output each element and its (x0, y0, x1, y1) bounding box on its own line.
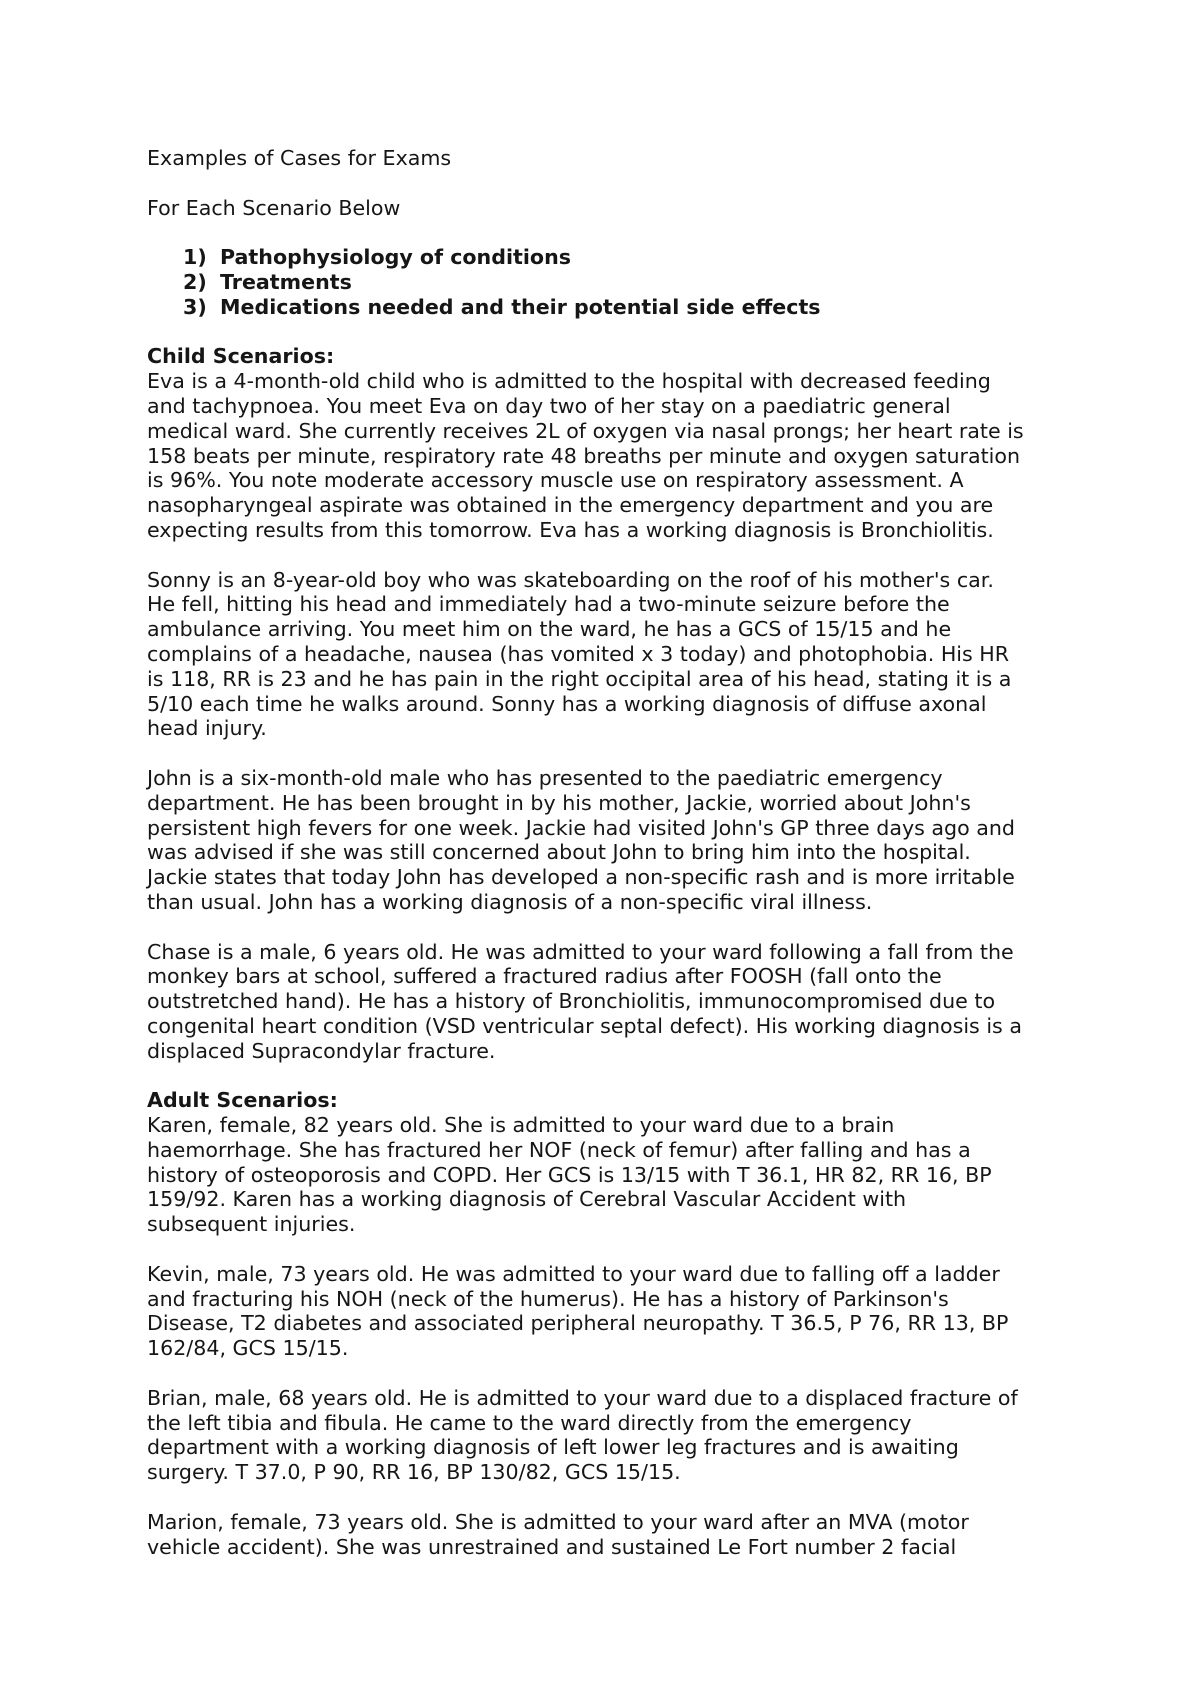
paragraph-line: and tachypnoea. You meet Eva on day two of her stay on a paediatric general (147, 393, 951, 418)
paragraph-line: outstretched hand). He has a history of Bronchiolitis, immunocompromised due to (147, 989, 996, 1014)
paragraph-line: surgery. T 37.0, P 90, RR 16, BP 130/82, GCS 15/15. (147, 1460, 681, 1485)
list-item: 3) Medications needed and their potential side effects (183, 294, 821, 319)
paragraph-line: 162/84, GCS 15/15. (147, 1336, 349, 1361)
paragraph-line: subsequent injuries. (147, 1212, 356, 1237)
paragraph-line: Marion, female, 73 years old. She is admitted to your ward after an MVA (motor (147, 1509, 969, 1534)
adult-scenarios (147, 1113, 1077, 1559)
paragraph-line: Brian, male, 68 years old. He is admitted to your ward due to a displaced fracture of (147, 1385, 1018, 1410)
requirements-list (147, 245, 1077, 319)
scenario-paragraph (147, 1386, 1077, 1485)
paragraph-line: 5/10 each time he walks around. Sonny has a working diagnosis of diffuse axonal (147, 691, 987, 716)
adult-scenarios-heading: Adult Scenarios: (147, 1088, 338, 1113)
paragraph-line: Karen, female, 82 years old. She is admitted to your ward due to a brain (147, 1113, 895, 1138)
paragraph-line: than usual. John has a working diagnosis of a non-specific viral illness. (147, 889, 873, 914)
paragraph-line: department with a working diagnosis of left lower leg fractures and is awaiting (147, 1435, 959, 1460)
paragraph-line: vehicle accident). She was unrestrained and sustained Le Fort number 2 facial (147, 1534, 957, 1559)
document-page (147, 146, 1077, 1559)
paragraph-line: Eva is a 4-month-old child who is admitted to the hospital with decreased feeding (147, 369, 991, 394)
paragraph-line: He fell, hitting his head and immediately had a two-minute seizure before the (147, 592, 950, 617)
child-scenarios-heading: Child Scenarios: (147, 344, 335, 369)
paragraph-line: displaced Supracondylar fracture. (147, 1038, 496, 1063)
paragraph-line: department. He has been brought in by his mother, Jackie, worried about John's (147, 790, 971, 815)
paragraph-line: 158 beats per minute, respiratory rate 48 breaths per minute and oxygen saturation (147, 443, 1021, 468)
list-item: 1) Pathophysiology of conditions (183, 245, 571, 270)
scenario-paragraph (147, 1262, 1077, 1361)
child-scenarios (147, 369, 1077, 1063)
paragraph-line: Chase is a male, 6 years old. He was admitted to your ward following a fall from the (147, 939, 1014, 964)
scenario-paragraph (147, 940, 1077, 1064)
paragraph-line: complains of a headache, nausea (has vomited x 3 today) and photophobia. His HR (147, 641, 1010, 666)
scenario-paragraph (147, 1510, 1077, 1560)
paragraph-line: the left tibia and fibula. He came to the ward directly from the emergency (147, 1410, 912, 1435)
paragraph-line: haemorrhage. She has fractured her NOF (neck of femur) after falling and has a (147, 1137, 971, 1162)
paragraph-line: Disease, T2 diabetes and associated peripheral neuropathy. T 36.5, P 76, RR 13, BP (147, 1311, 1009, 1336)
paragraph-line: Kevin, male, 73 years old. He was admitted to your ward due to falling off a ladder (147, 1261, 1000, 1286)
paragraph-line: Sonny is an 8-year-old boy who was skateboarding on the roof of his mother's car. (147, 567, 994, 592)
paragraph-line: congenital heart condition (VSD ventricular septal defect). His working diagnosis is a (147, 1013, 1022, 1038)
paragraph-line: expecting results from this tomorrow. Eva has a working diagnosis is Bronchiolitis. (147, 517, 994, 542)
document-title: Examples of Cases for Exams (147, 146, 452, 170)
paragraph-line: Jackie states that today John has developed a non-specific rash and is more irritable (147, 865, 1015, 890)
list-item: 2) Treatments (183, 269, 352, 294)
paragraph-line: is 96%. You note moderate accessory muscle use on respiratory assessment. A (147, 468, 964, 493)
scenario-paragraph (147, 568, 1077, 742)
paragraph-line: persistent high fevers for one week. Jackie had visited John's GP three days ago and (147, 815, 1015, 840)
paragraph-line: head injury. (147, 716, 267, 741)
scenario-paragraph (147, 766, 1077, 915)
paragraph-line: monkey bars at school, suffered a fractured radius after FOOSH (fall onto the (147, 964, 942, 989)
paragraph-line: John is a six-month-old male who has presented to the paediatric emergency (147, 765, 943, 790)
document-subtitle: For Each Scenario Below (147, 195, 401, 220)
paragraph-line: 159/92. Karen has a working diagnosis of Cerebral Vascular Accident with (147, 1187, 907, 1212)
paragraph-line: ambulance arriving. You meet him on the ward, he has a GCS of 15/15 and he (147, 617, 952, 642)
paragraph-line: history of osteoporosis and COPD. Her GCS is 13/15 with T 36.1, HR 82, RR 16, BP (147, 1162, 992, 1187)
scenario-paragraph (147, 1113, 1077, 1237)
paragraph-line: nasopharyngeal aspirate was obtained in the emergency department and you are (147, 493, 994, 518)
paragraph-line: and fracturing his NOH (neck of the humerus). He has a history of Parkinson's (147, 1286, 949, 1311)
scenario-paragraph (147, 369, 1077, 543)
paragraph-line: is 118, RR is 23 and he has pain in the right occipital area of his head, stating it is a (147, 666, 1012, 691)
paragraph-line: medical ward. She currently receives 2L of oxygen via nasal prongs; her heart rate is (147, 418, 1024, 443)
paragraph-line: was advised if she was still concerned about John to bring him into the hospital. (147, 840, 971, 865)
